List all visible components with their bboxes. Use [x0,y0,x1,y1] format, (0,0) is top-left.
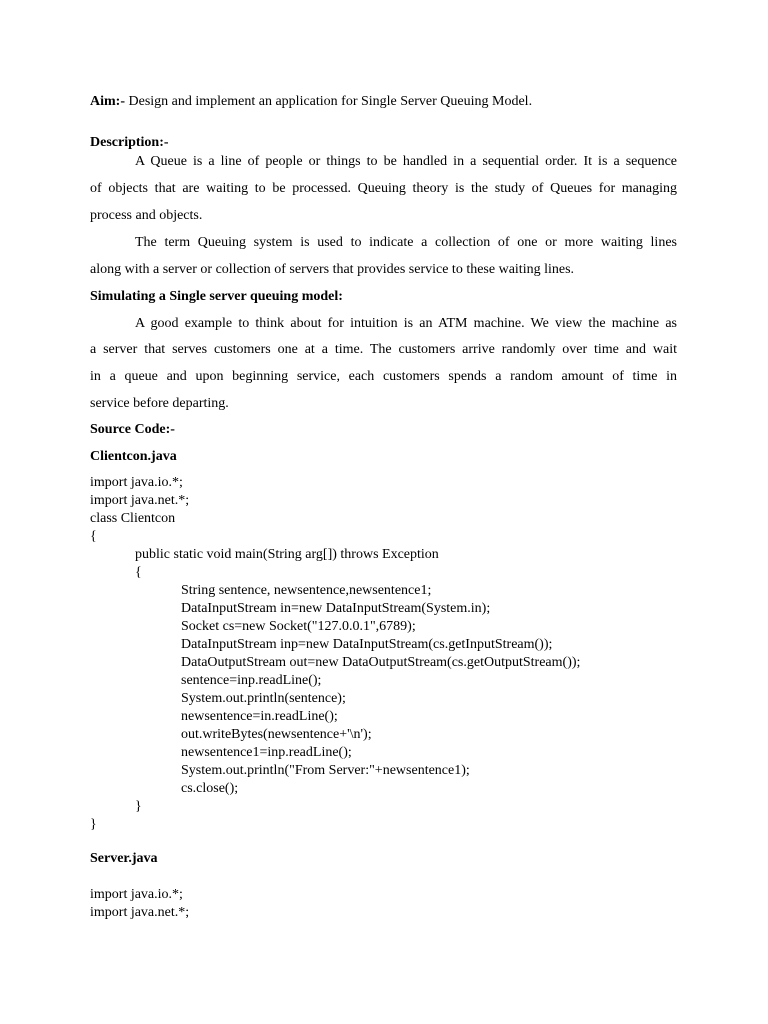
simulating-heading: Simulating a Single server queuing model: [90,289,343,304]
description-para1-line2: of objects that are waiting to be processed. Queuing theory is the study of Queues for managing [90,181,677,196]
code-line: Socket cs=new Socket("127.0.0.1",6789); [181,619,416,634]
code-line: import java.io.*; [90,887,183,902]
simulating-para-line4: service before departing. [90,396,229,411]
description-heading: Description:- [90,135,169,150]
source-code-heading: Source Code:- [90,422,175,437]
code-line: System.out.println(sentence); [181,691,346,706]
description-para1-line3: process and objects. [90,208,203,223]
code-line: String sentence, newsentence,newsentence1; [181,583,432,598]
code-line: cs.close(); [181,781,239,796]
simulating-para-line2: a server that serves customers one at a time. The customers arrive randomly over time and wait [90,342,677,357]
code-line: newsentence=in.readLine(); [181,709,338,724]
code-line: } [90,817,97,832]
description-para2-line2: along with a server or collection of servers that provides service to these waiting lines. [90,262,575,277]
code-line: sentence=inp.readLine(); [181,673,322,688]
code-line: { [90,529,97,544]
code-line: System.out.println("From Server:"+newsentence1); [181,763,470,778]
description-para1-line1: A Queue is a line of people or things to be handled in a sequential order. It is a sequence [135,154,677,169]
code-line: { [135,565,142,580]
code-line: import java.net.*; [90,905,190,920]
code-line: public static void main(String arg[]) throws Exception [135,547,439,562]
aim-text: Design and implement an application for Single Server Queuing Model. [125,94,533,109]
code-line: import java.io.*; [90,475,183,490]
clientcon-filename: Clientcon.java [90,449,177,464]
code-line: class Clientcon [90,511,176,526]
description-para2-line1: The term Queuing system is used to indicate a collection of one or more waiting lines [135,235,677,250]
aim-line [90,94,532,110]
server-filename: Server.java [90,851,158,866]
code-line: out.writeBytes(newsentence+'\n'); [181,727,372,742]
code-line: DataInputStream in=new DataInputStream(System.in); [181,601,491,616]
code-line: } [135,799,142,814]
simulating-para-line1: A good example to think about for intuition is an ATM machine. We view the machine as [135,316,677,331]
simulating-para-line3: in a queue and upon beginning service, each customers spends a random amount of time in [90,369,677,384]
code-line: newsentence1=inp.readLine(); [181,745,352,760]
code-line: DataInputStream inp=new DataInputStream(cs.getInputStream()); [181,637,553,652]
code-line: import java.net.*; [90,493,190,508]
code-line: DataOutputStream out=new DataOutputStream(cs.getOutputStream()); [181,655,581,670]
aim-label: Aim:- [90,94,125,109]
